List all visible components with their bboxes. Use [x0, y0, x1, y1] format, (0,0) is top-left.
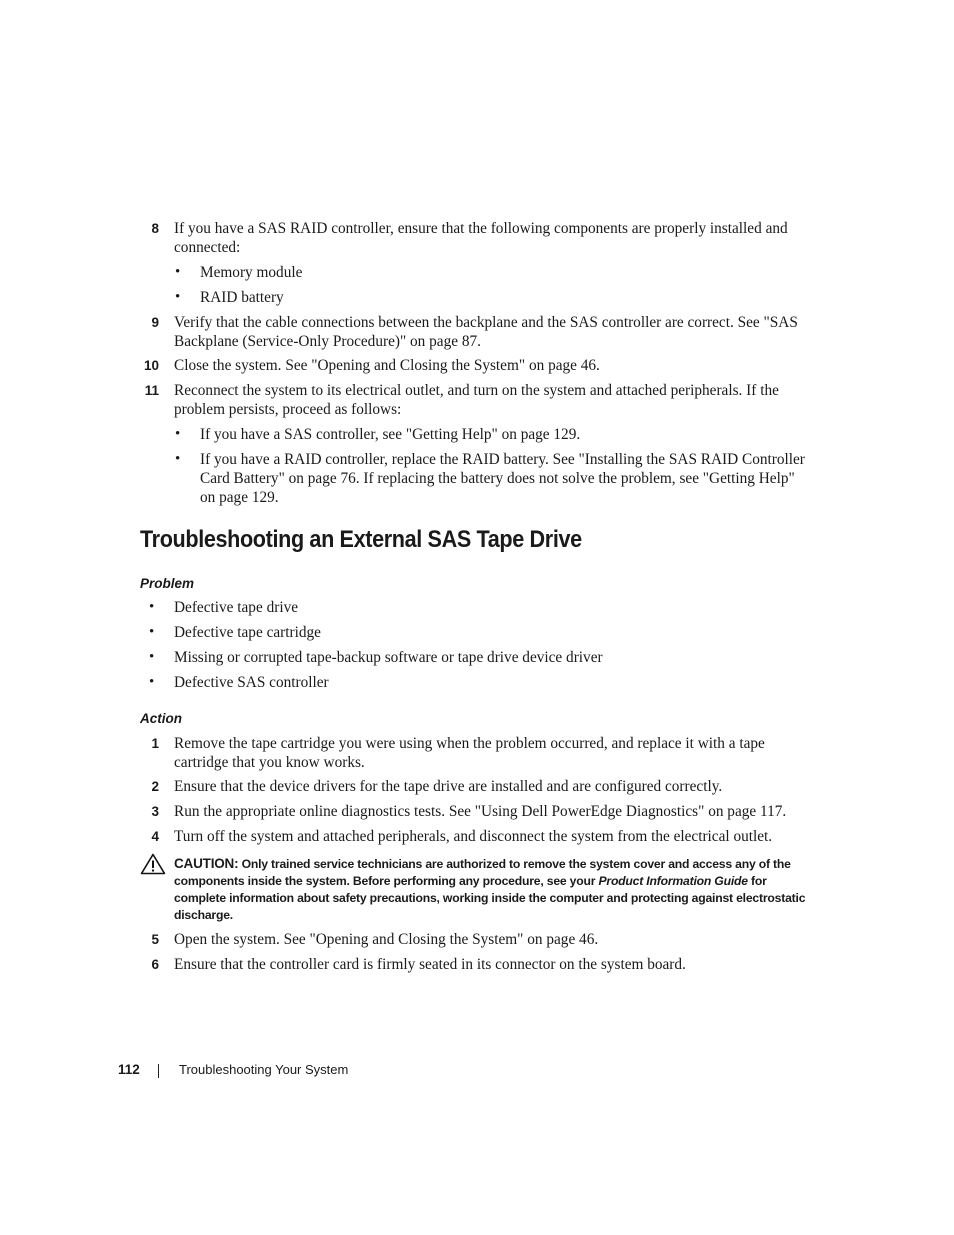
caution-label: CAUTION: [174, 856, 239, 871]
step-number: 6 [151, 957, 159, 972]
page-number: 112 [118, 1062, 140, 1077]
caution-guide-title: Product Information Guide [598, 874, 748, 888]
footer-title: Troubleshooting Your System [179, 1062, 349, 1077]
step-number: 1 [151, 736, 159, 751]
action-heading: Action [140, 711, 182, 726]
step-number: 4 [151, 829, 159, 844]
problem-heading: Problem [140, 576, 195, 591]
bullet-marker: • [149, 674, 155, 690]
caution-text-end: for complete information about safety precautions, working inside the computer and protecting against electrostatic discharge. [174, 874, 806, 922]
bullet-marker: • [149, 624, 155, 640]
bullet-marker: • [175, 451, 181, 467]
list-item: Memory module [200, 264, 303, 281]
bullet-marker: • [149, 599, 155, 615]
step-number: 3 [151, 804, 159, 819]
list-item: RAID battery [200, 289, 284, 306]
step-text: Verify that the cable connections between the backplane and the SAS controller are correct. See "SAS Backplane (Service-Only Procedure)" on page 87. [174, 314, 798, 350]
step-number: 11 [144, 383, 159, 398]
step-text: Ensure that the device drivers for the tape drive are installed and are configured correctly. [174, 778, 723, 795]
step-number: 2 [151, 779, 159, 794]
footer-divider [158, 1064, 159, 1078]
step-text: Close the system. See "Opening and Closing the System" on page 46. [174, 357, 600, 374]
caution-text: Only trained service technicians are authorized to remove the system cover and access any of the components inside the system. Before performing any procedure, see your [174, 857, 791, 888]
list-item: If you have a RAID controller, replace the RAID battery. See "Installing the SAS RAID Controller Card Battery" on page 76. If replacing the battery does not solve the problem, see "Getting Help" on page 129. [200, 451, 805, 506]
step-number: 9 [151, 315, 159, 330]
step-text: Turn off the system and attached peripherals, and disconnect the system from the electrical outlet. [174, 828, 773, 845]
step-number: 10 [143, 358, 159, 373]
step-text: Remove the tape cartridge you were using when the problem occurred, and replace it with a tape cartridge that you know works. [174, 735, 765, 771]
caution-note [174, 855, 816, 924]
list-item: Defective tape cartridge [174, 624, 321, 641]
list-item: If you have a SAS controller, see "Getting Help" on page 129. [200, 426, 581, 443]
step-number: 5 [151, 932, 159, 947]
step-number: 8 [151, 221, 159, 236]
section-title: Troubleshooting an External SAS Tape Drive [140, 526, 582, 553]
list-item: Missing or corrupted tape-backup software or tape drive device driver [174, 649, 603, 666]
list-item: Defective SAS controller [174, 674, 329, 691]
step-text: Reconnect the system to its electrical outlet, and turn on the system and attached peripherals. If the problem persists, proceed as follows: [174, 382, 779, 418]
list-item: Defective tape drive [174, 599, 299, 616]
step-text: Ensure that the controller card is firmly seated in its connector on the system board. [174, 956, 686, 973]
warning-triangle-icon [140, 853, 166, 880]
bullet-marker: • [175, 289, 181, 305]
step-text: Open the system. See "Opening and Closing the System" on page 46. [174, 931, 599, 948]
bullet-marker: • [175, 426, 181, 442]
step-text: If you have a SAS RAID controller, ensure that the following components are properly installed and connected: [174, 220, 788, 256]
bullet-marker: • [149, 649, 155, 665]
step-text: Run the appropriate online diagnostics tests. See "Using Dell PowerEdge Diagnostics" on page 117. [174, 803, 787, 820]
bullet-marker: • [175, 264, 181, 280]
